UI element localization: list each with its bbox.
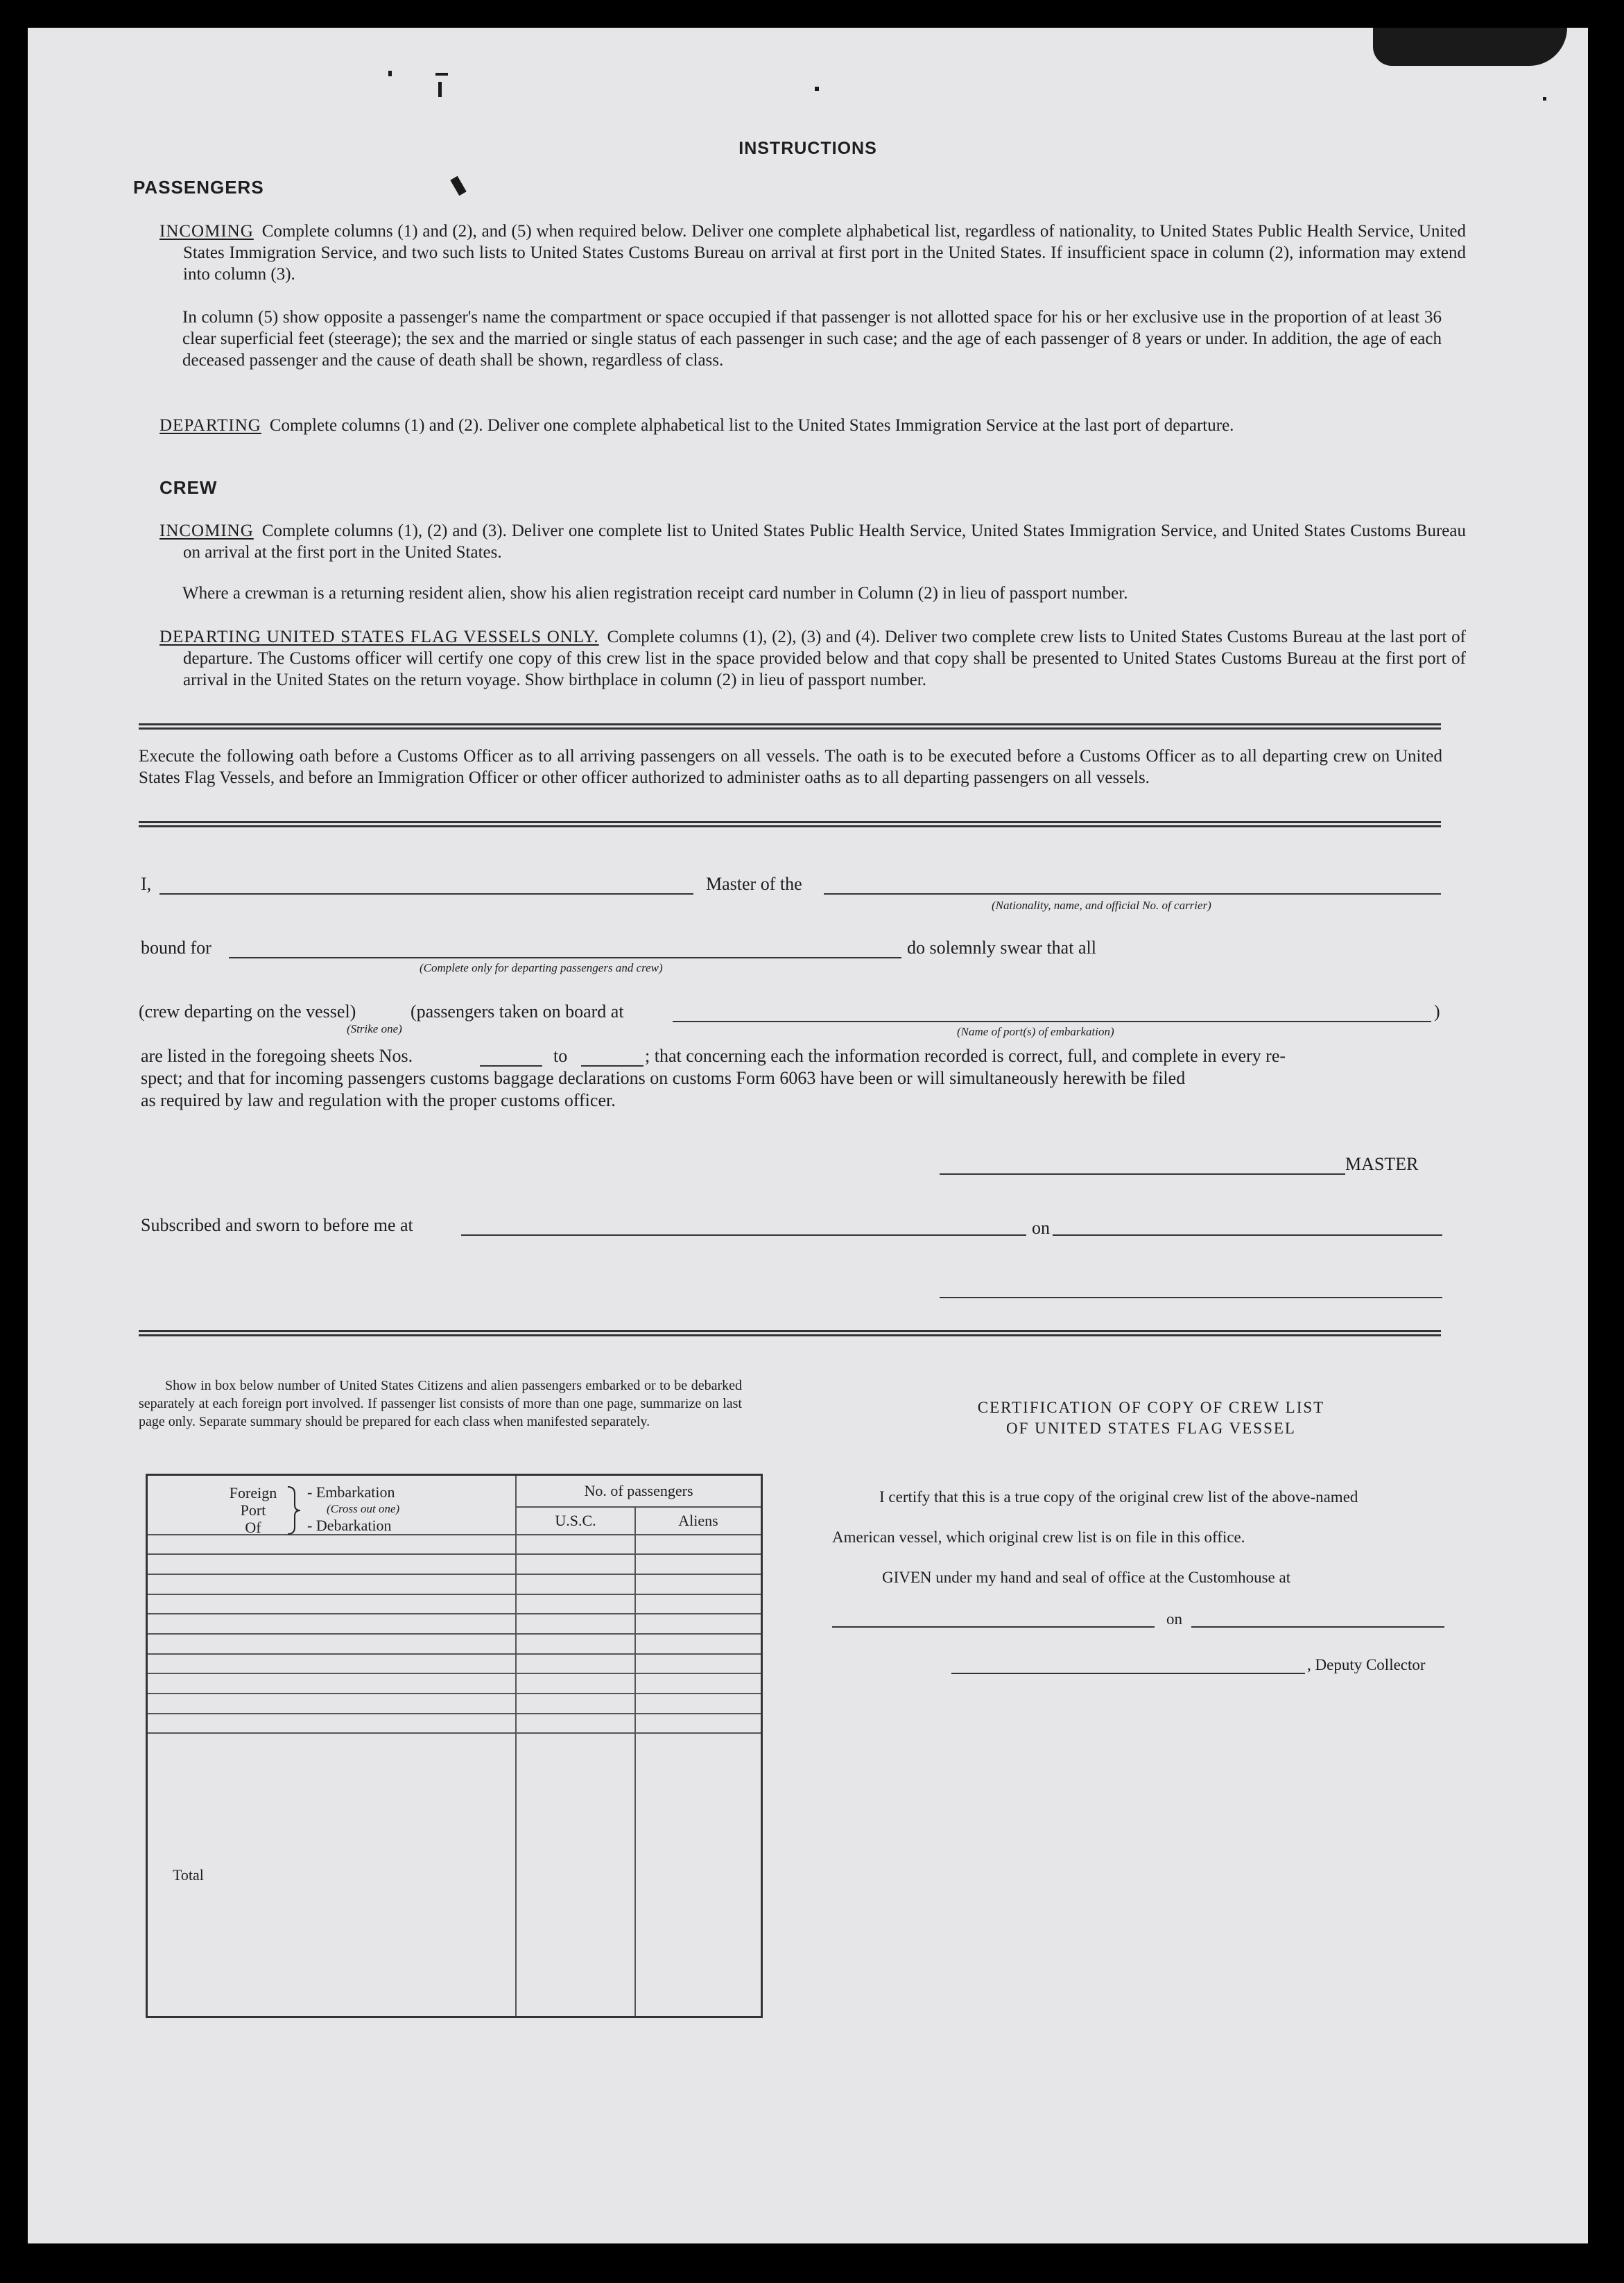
carrier-field[interactable] [824,893,1441,895]
ports-field[interactable] [673,1021,1431,1022]
aliens-cell[interactable] [635,1574,762,1594]
officer-signature-field[interactable] [940,1297,1442,1298]
aliens-cell[interactable] [635,1554,762,1574]
aliens-cell[interactable] [635,1535,762,1555]
passengers-departing-lead: DEPARTING [159,416,261,435]
solemnly-swear-label: do solemnly swear that all [907,938,1096,958]
scan-speck [450,176,466,196]
foreign-port-header [147,1475,517,1535]
oath-instructions: Execute the following oath before a Customs Officer as to all arriving passengers on all vessels. The oath is to be executed before a Customs Officer as to all departing crew on United States Flag Vessels, and before an Immigration Officer or other officer authorized to administer oaths as to all departing passengers on all vessels. [139,747,1442,787]
port-cell[interactable] [147,1594,517,1614]
certification-on-label: on [1166,1610,1182,1628]
aliens-cell[interactable] [635,1654,762,1674]
deputy-collector-label: , Deputy Collector [1307,1656,1426,1673]
usc-cell[interactable] [516,1535,635,1555]
passengers-incoming-text: Complete columns (1) and (2), and (5) when required below. Deliver one complete alphabetical list, regardless of nationality, to United States Public Health Service, United States Immigration Service, and two such lists to United States Customs Bureau on arrival at first port in the United States. If insufficient space in column (2), information may extend into column (3). [183,222,1466,284]
scan-speck [1543,97,1546,101]
passengers-departing-text: Complete columns (1) and (2). Deliver one complete alphabetical list to the United States Immigration Service at the last port of departure. [269,416,1234,435]
torn-corner [1373,28,1567,66]
total-usc-cell[interactable] [516,1733,635,2017]
passengers-incoming-paragraph [159,221,1466,285]
port-cell[interactable] [147,1634,517,1654]
table-row [147,1574,762,1594]
bound-for-label: bound for [141,938,211,958]
table-row [147,1714,762,1734]
no-of-passengers-header: No. of passengers [516,1475,762,1507]
listed-to-label: to [553,1046,568,1066]
passengers-incoming-lead: INCOMING [159,222,254,241]
crew-heading: CREW [159,477,218,498]
table-row [147,1694,762,1714]
crew-departing-lead: DEPARTING UNITED STATES FLAG VESSELS ONLY. [159,628,599,646]
bound-for-field[interactable] [229,957,901,958]
embarkation-option[interactable]: - Embarkation [307,1483,395,1501]
usc-cell[interactable] [516,1714,635,1734]
section-divider [139,821,1441,827]
usc-cell[interactable] [516,1634,635,1654]
scan-speck [815,87,819,91]
table-row [147,1654,762,1674]
customhouse-place-field[interactable] [832,1626,1155,1628]
certification-line-2: American vessel, which original crew list is on file in this office. [832,1528,1245,1546]
close-paren: ) [1434,1001,1440,1022]
usc-cell[interactable] [516,1614,635,1634]
certification-title [853,1397,1449,1439]
passengers-heading: PASSENGERS [133,177,264,198]
document-page [28,28,1588,2243]
port-cell[interactable] [147,1614,517,1634]
cross-out-caption: (Cross out one) [327,1502,400,1515]
port-cell[interactable] [147,1654,517,1674]
table-row [147,1614,762,1634]
scan-speck [435,73,448,76]
aliens-cell[interactable] [635,1714,762,1734]
scan-speck [438,82,442,97]
listed-text-1: are listed in the foregoing sheets Nos. [141,1046,413,1066]
passengers-taken-option[interactable]: (passengers taken on board at [411,1001,624,1022]
certification-line-3: GIVEN under my hand and seal of office at the Customhouse at [882,1569,1291,1586]
master-name-field[interactable] [159,893,693,895]
crew-incoming-lead: INCOMING [159,522,254,540]
ports-caption: (Name of port(s) of embarkation) [957,1025,1114,1038]
carrier-caption: (Nationality, name, and official No. of carrier) [992,899,1211,912]
certification-title-line-1: CERTIFICATION OF COPY OF CREW LIST [977,1399,1325,1416]
total-label: Total [147,1733,517,2017]
debarkation-option[interactable]: - Debarkation [307,1517,392,1534]
customhouse-date-field[interactable] [1191,1626,1444,1628]
crew-incoming-text: Complete columns (1), (2) and (3). Deliver one complete list to United States Public Health Service, United States Immigration Service, and United States Customs Bureau on arrival at the first port in the United States. [183,522,1466,562]
crew-departing-option[interactable]: (crew departing on the vessel) [139,1001,356,1022]
table-row [147,1634,762,1654]
certification-title-line-2: OF UNITED STATES FLAG VESSEL [1006,1420,1296,1437]
deputy-signature-field[interactable] [951,1673,1305,1674]
total-row [147,1733,762,2017]
certification-line-1: I certify that this is a true copy of the original crew list of the above-named [879,1488,1358,1506]
strike-caption: (Strike one) [347,1022,402,1035]
of-label: Of [245,1519,261,1536]
aliens-header: Aliens [635,1507,762,1535]
aliens-cell[interactable] [635,1614,762,1634]
port-cell[interactable] [147,1535,517,1555]
bound-for-caption: (Complete only for departing passengers and crew) [420,961,663,974]
usc-cell[interactable] [516,1694,635,1714]
sworn-place-field[interactable] [461,1234,1026,1236]
listed-text-2: ; that concerning each the information recorded is correct, full, and complete in every re- [645,1046,1286,1066]
aliens-cell[interactable] [635,1694,762,1714]
port-cell[interactable] [147,1694,517,1714]
listed-text-4: as required by law and regulation with the proper customs officer. [141,1090,616,1110]
table-row [147,1554,762,1574]
usc-cell[interactable] [516,1673,635,1694]
sheet-from-field[interactable] [480,1065,542,1067]
passengers-column5-paragraph: In column (5) show opposite a passenger's name the compartment or space occupied if that passenger is not allotted space for his or her exclusive use in the proportion of at least 36 clear superficial feet (steerage); the sex and the married or single status of each passenger in such case; and the age of each passenger of 8 years or under. In addition, the age of each deceased passenger and the cause of death shall be shown, regardless of class. [182,308,1442,370]
port-cell[interactable] [147,1673,517,1694]
aliens-cell[interactable] [635,1594,762,1614]
passengers-departing-paragraph [159,415,1466,436]
oath-i-label: I, [141,874,152,894]
crew-resident-paragraph: Where a crewman is a returning resident alien, show his alien registration receipt card number in Column (2) in lieu of passport number. [182,584,1128,603]
usc-cell[interactable] [516,1554,635,1574]
subscribed-label: Subscribed and sworn to before me at [141,1215,413,1235]
port-cell[interactable] [147,1574,517,1594]
aliens-cell[interactable] [635,1673,762,1694]
crew-departing-paragraph [159,626,1466,691]
listed-text-3: spect; and that for incoming passengers customs baggage declarations on customs Form 6063 have been or will simultaneously herewith be filed [141,1068,1186,1088]
port-cell[interactable] [147,1714,517,1734]
table-row [147,1673,762,1694]
summary-instructions: Show in box below number of United States Citizens and alien passengers embarked or to be debarked separately at each foreign port involved. If passenger list consists of more than one page, summarize on last page only. Separate summary should be prepared for each class when manifested separately. [139,1378,742,1429]
port-cell[interactable] [147,1554,517,1574]
total-aliens-cell[interactable] [635,1733,762,2017]
sheet-to-field[interactable] [581,1065,643,1067]
table-row [147,1594,762,1614]
passenger-summary-table [146,1474,763,2018]
usc-header: U.S.C. [516,1507,635,1535]
crew-incoming-paragraph [159,520,1466,563]
scan-speck [388,71,392,76]
master-of-the-label: Master of the [706,874,802,894]
foreign-label: Foreign [229,1484,277,1501]
usc-cell[interactable] [516,1654,635,1674]
sworn-date-field[interactable] [1053,1234,1442,1236]
master-label: MASTER [1345,1154,1419,1174]
usc-cell[interactable] [516,1594,635,1614]
crew-departing-text: Complete columns (1), (2), (3) and (4). Deliver two complete crew lists to United States Customs Bureau at the last port of departure. The Customs officer will certify one copy of this crew list in the space provided below and that copy shall be presented to United States Customs Bureau at the first port of arrival in the United States on the return voyage. Show birthplace in column (2) in lieu of passport number. [183,628,1466,689]
sworn-on-label: on [1032,1218,1050,1238]
section-divider [139,1330,1441,1336]
usc-cell[interactable] [516,1574,635,1594]
section-divider [139,723,1441,730]
instructions-title: INSTRUCTIONS [738,139,877,158]
brace-icon [285,1485,303,1535]
table-row [147,1535,762,1555]
master-signature-field[interactable] [940,1173,1345,1175]
aliens-cell[interactable] [635,1634,762,1654]
port-label: Port [240,1501,266,1519]
